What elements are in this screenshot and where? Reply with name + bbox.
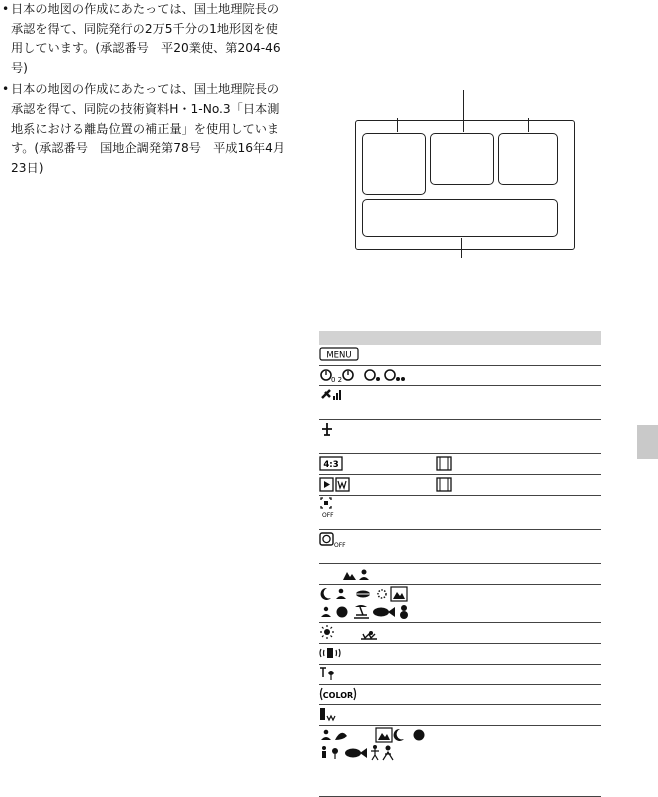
scene-icons-row xyxy=(319,564,601,584)
table-row xyxy=(319,623,601,644)
gourmet-icon xyxy=(355,591,371,598)
table-row xyxy=(319,564,601,585)
underwater-icon xyxy=(345,748,367,758)
face-detection-off-icon xyxy=(319,496,601,529)
table-row xyxy=(319,420,601,454)
baby-icon xyxy=(337,607,348,618)
movie-frame-icon xyxy=(437,478,451,491)
flower-icon xyxy=(332,748,338,759)
note-item xyxy=(2,0,287,78)
table-header-bar xyxy=(319,331,601,345)
soft-skin-icon xyxy=(400,605,408,619)
color-label: COLOR xyxy=(322,691,354,700)
screen-frame xyxy=(355,120,575,250)
beach-icon xyxy=(354,605,369,618)
scene-selection-icons xyxy=(319,585,601,622)
macro-icon xyxy=(319,665,601,684)
portrait-icon xyxy=(321,730,331,740)
panorama-sweep-icon xyxy=(320,478,333,491)
portrait-icon xyxy=(359,570,369,581)
scene-recognition-icons xyxy=(319,726,601,796)
night-icon xyxy=(394,729,404,741)
group-timer-icon xyxy=(385,370,405,381)
table-row xyxy=(319,530,601,564)
pet-icon xyxy=(335,733,347,740)
aspect-ratio-row xyxy=(319,454,601,474)
icon-list-table xyxy=(319,331,601,797)
screen-layout-diagram xyxy=(335,90,595,265)
underwater-wb-icon xyxy=(361,631,377,639)
self-timer-icons xyxy=(319,366,601,385)
underwater-icon xyxy=(373,607,395,617)
display-area-right xyxy=(498,133,558,185)
self-timer-2s-icon xyxy=(343,370,353,380)
white-balance-icon xyxy=(320,625,334,639)
bw-mode-icon xyxy=(319,705,601,725)
night-icon xyxy=(321,588,331,600)
landscape-icon xyxy=(391,587,407,601)
table-row xyxy=(319,345,601,366)
aspect-ratio-label: 4:3 xyxy=(323,460,339,470)
off-label: OFF xyxy=(334,542,346,549)
table-row xyxy=(319,454,601,475)
bullet: • xyxy=(2,2,10,16)
white-balance-row xyxy=(319,623,601,643)
gps-icon xyxy=(319,386,601,419)
leader-line xyxy=(461,238,462,258)
baby-icon xyxy=(414,730,425,741)
table-row xyxy=(319,386,601,420)
panorama-row xyxy=(319,475,601,495)
aspect-ratio-icon xyxy=(320,457,342,470)
display-area-left xyxy=(362,133,426,195)
backlight-icon xyxy=(383,746,393,761)
smile-timer-icon xyxy=(365,370,380,381)
landscape-icon xyxy=(343,572,356,580)
note-text: 日本の地図の作成にあたっては、国土地理院長の承認を得て、同院の技術資料H・1-No.3「日本測地系における離島位置の補正量」を使用しています。(承認番号 国地企調発第78号 平成16年4月23日) xyxy=(11,82,286,175)
child-icon xyxy=(322,746,326,758)
menu-button-icon xyxy=(319,345,601,365)
table-row xyxy=(319,726,601,797)
color-mode-icon xyxy=(319,685,601,704)
wide-icon xyxy=(336,478,349,491)
sports-icon xyxy=(371,745,379,760)
pet-icon xyxy=(321,607,331,617)
menu-label: MENU xyxy=(326,350,352,361)
airplane-icon xyxy=(319,420,601,453)
table-row xyxy=(319,644,601,665)
self-timer-10s-icon xyxy=(321,370,331,380)
table-row xyxy=(319,665,601,685)
display-area-bottom xyxy=(362,199,558,237)
bullet: • xyxy=(2,82,10,97)
self-timer-subscripts: 0 2 xyxy=(331,376,343,384)
movie-frame-icon xyxy=(437,457,451,470)
fireworks-icon xyxy=(378,590,386,598)
table-row xyxy=(319,496,601,530)
night-portrait-icon xyxy=(336,589,346,599)
table-row xyxy=(319,475,601,496)
table-row xyxy=(319,705,601,726)
note-text: 日本の地図の作成にあたっては、国土地理院長の承認を得て、同院発行の2万5千分の1地形図を使用しています。(承認番号 平20業使、第204-46号) xyxy=(11,2,281,75)
chapter-tab-marker xyxy=(637,425,658,459)
steadyshot-off-icon xyxy=(319,644,601,664)
table-row xyxy=(319,685,601,705)
landscape-icon xyxy=(376,728,392,742)
off-label: OFF xyxy=(322,512,334,519)
smile-shutter-off-icon xyxy=(319,530,601,563)
notes-column xyxy=(2,0,287,180)
display-area-center xyxy=(430,133,494,185)
table-row xyxy=(319,366,601,386)
table-row xyxy=(319,585,601,623)
note-item xyxy=(2,80,287,178)
